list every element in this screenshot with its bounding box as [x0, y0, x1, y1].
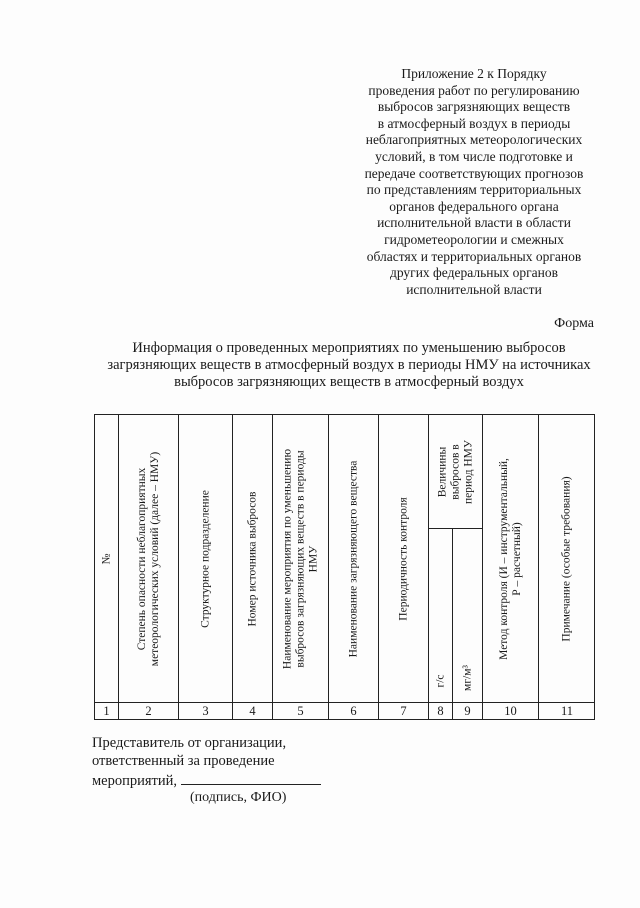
header-cell-number [94, 414, 118, 702]
signature-caption: (подпись, ФИО) [190, 790, 287, 805]
number-cell: 10 [482, 702, 538, 720]
number-cell: 7 [378, 702, 428, 720]
number-cell: 8 [428, 702, 452, 720]
header-cell-structural-unit [178, 414, 232, 702]
appendix-line: проведения работ по регулированию [368, 82, 580, 98]
header-g-per-s: г/с [434, 674, 446, 688]
signature-block [92, 734, 321, 790]
header-notes: Примечание (особые требования) [560, 475, 572, 642]
appendix-line: органов федерального органа [389, 198, 559, 214]
header-cell-hazard-level [118, 414, 178, 702]
header-cell-emission-values [428, 414, 482, 528]
header-cell-source-number [232, 414, 272, 702]
appendix-line: передаче соответствующих прогнозов [364, 165, 584, 181]
header-cell-control-frequency [378, 414, 428, 702]
heading-line: выбросов загрязняющих веществ в атмосферный воздух [174, 374, 524, 390]
appendix-line: исполнительной власти в области [377, 215, 571, 231]
signature-line: ответственный за проведение [92, 753, 275, 769]
measures-table [94, 414, 595, 720]
header-measure-name: Наименование мероприятия по уменьшению выбросов загрязняющих веществ в периоды НМУ [281, 448, 319, 669]
appendix-line: Приложение 2 к Порядку [401, 66, 547, 81]
header-cell-mg-per-m3 [452, 528, 482, 702]
appendix-line: неблагоприятных метеорологических [365, 132, 583, 148]
number-cell: 2 [118, 702, 178, 720]
number-cell: 4 [232, 702, 272, 720]
header-cell-measure-name [272, 414, 328, 702]
heading-line: Информация о проведенных мероприятиях по уменьшению выбросов [132, 340, 566, 356]
appendix-line: условий, в том числе подготовке и [375, 148, 573, 164]
number-cell: 11 [538, 702, 595, 720]
appendix-line: областях и территориальных органов [366, 248, 582, 264]
signature-line: мероприятий, [92, 770, 321, 790]
header-emission-values: Величины выбросов в период НМУ [436, 439, 474, 504]
header-mg-per-m3: мг/м³ [461, 664, 473, 691]
header-control-frequency: Периодичность контроля [397, 496, 409, 621]
number-cell: 3 [178, 702, 232, 720]
appendix-line: гидрометеорологии и смежных [384, 231, 564, 247]
appendix-line: в атмосферный воздух в периоды [377, 115, 571, 131]
number-cell: 1 [94, 702, 118, 720]
header-cell-pollutant [328, 414, 378, 702]
number-cell: 6 [328, 702, 378, 720]
header-cell-g-per-s [428, 528, 452, 702]
header-control-method: Метод контроля (И – инструментальный, Р – расчетный) [497, 457, 523, 660]
header-hazard-level: Степень опасности неблагоприятных метеорологических условий (далее – НМУ) [135, 451, 161, 666]
header-source-number: Номер источника выбросов [246, 491, 258, 626]
document-heading [64, 340, 634, 391]
appendix-line: по представлениям территориальных [366, 182, 582, 198]
appendix-line: исполнительной власти [406, 281, 542, 297]
number-cell: 9 [452, 702, 482, 720]
number-cell: 5 [272, 702, 328, 720]
appendix-line: выбросов загрязняющих веществ [377, 99, 571, 115]
form-label: Форма [554, 316, 594, 331]
appendix-line: других федеральных органов [389, 265, 559, 281]
header-pollutant: Наименование загрязняющего вещества [347, 460, 359, 657]
header-cell-notes [538, 414, 595, 702]
header-structural-unit: Структурное подразделение [199, 489, 211, 628]
header-cell-control-method [482, 414, 538, 702]
signature-field[interactable] [181, 770, 321, 785]
header-number: № [100, 553, 112, 564]
signature-line: Представитель от организации, [92, 735, 287, 751]
heading-line: загрязняющих веществ в атмосферный воздух в периоды НМУ на источниках [107, 357, 591, 373]
appendix-block [318, 66, 630, 298]
